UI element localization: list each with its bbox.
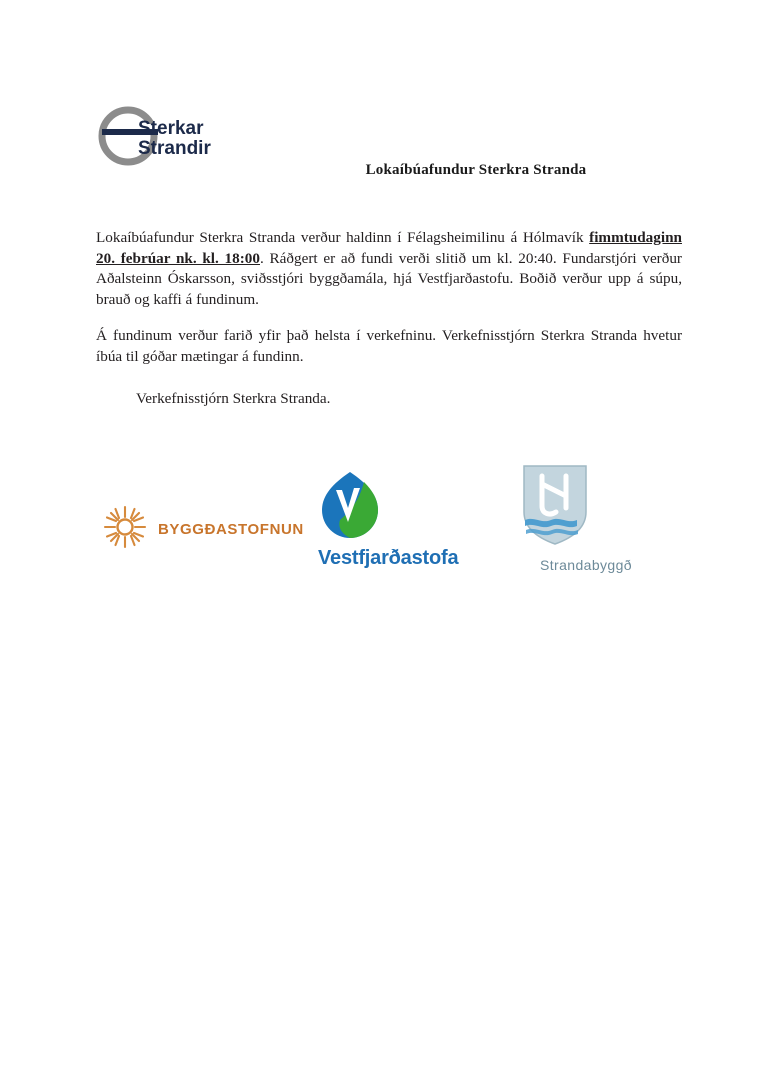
strandabyggd-shield-icon — [516, 462, 656, 553]
document-header — [96, 96, 672, 192]
svg-text:Strandir: Strandir — [138, 138, 211, 159]
paragraph-meeting-details — [96, 228, 682, 310]
vestfjardastofa-label: Vestfjarðastofa — [318, 547, 459, 569]
svg-text:Sterkar: Sterkar — [138, 118, 204, 139]
meeting-time-emphasis: fimmtudaginn 20. febrúar nk. kl. 18:00 — [96, 229, 682, 267]
paragraph-1-rest: . Ráðgert er að fundi verði slitið um kl. 20:40. Fundarstjóri verður Aðalsteinn Óskarsson, sviðsstjóri byggðamála, hjá Vestfjarðastofu. Boðið verður upp á súpu, brauð og kaffi á fundinum. — [96, 249, 682, 308]
page-title: Lokaíbúafundur Sterkra Stranda — [365, 162, 587, 178]
strandabyggd-label: Strandabyggð — [540, 557, 632, 573]
paragraph-2-text: Á fundinum verður farið yfir það helsta í verkefninu. Verkefnisstjórn Sterkra Stranda hvetur íbúa til góðar mætingar á fundinn. — [96, 327, 682, 365]
strandabyggd-logo — [516, 462, 656, 582]
vestfjardastofa-mark-icon — [318, 470, 458, 545]
sun-burst-icon — [102, 504, 148, 555]
vestfjardastofa-logo — [318, 470, 458, 580]
signature-text: Verkefnisstjórn Sterkra Stranda. — [136, 390, 331, 407]
sponsor-logo-row — [96, 462, 682, 592]
signature-line — [136, 389, 682, 410]
paragraph-agenda — [96, 326, 682, 367]
document-body — [96, 228, 682, 410]
byggdastofnun-label: BYGGÐASTOFNUN — [158, 521, 304, 538]
sterkar-strandir-logo — [96, 102, 224, 176]
byggdastofnun-logo — [102, 504, 302, 554]
paragraph-1-lead: Lokaíbúafundur Sterkra Stranda verður haldinn í Félagsheimilinu á Hólmavík — [96, 229, 590, 246]
